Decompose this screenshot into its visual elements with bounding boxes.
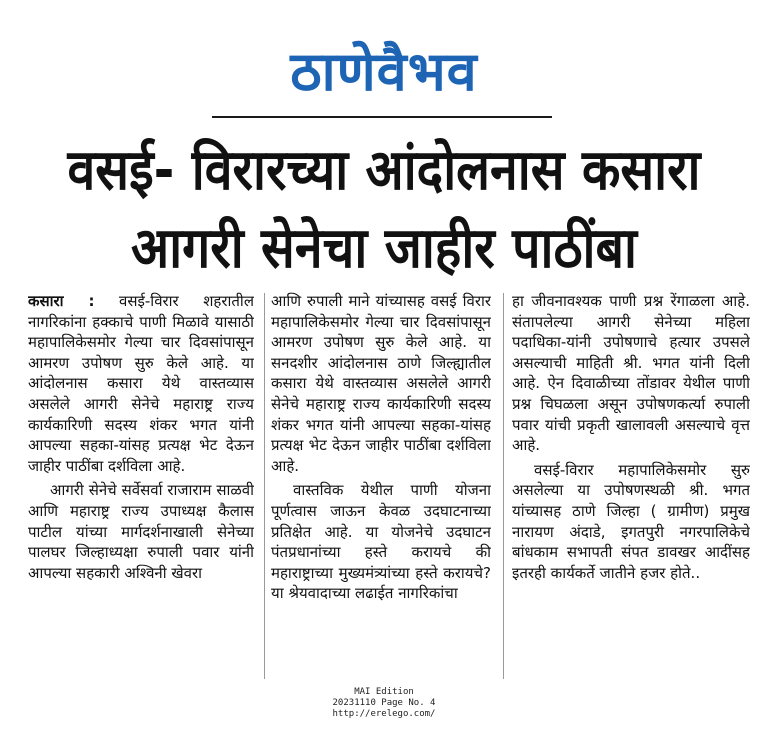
article-column-2 xyxy=(271,291,491,683)
source-url: http://erelego.com/ xyxy=(332,709,436,719)
masthead-divider xyxy=(212,116,552,118)
article-paragraph: वसई-विरार महापालिकेसमोर सुरु असलेल्या या उपोषणस्थळी श्री. भगत यांच्यासह ठाणे जिल्हा ( ग्रामीण) प्रमुख नारायण अंदाडे, इगतपुरी नगरपालिकेचे बांधकाम सभापती संपत डावखर आदींसह इतरही कार्यकर्ते जातीने हजर होते.. xyxy=(512,460,750,582)
article-paragraph: आगरी सेनेचे सर्वेसर्वा राजाराम साळवी आणि महाराष्ट्र राज्य उपाध्यक्ष कैलास पाटील यांच्या मार्गदर्शनाखाली सेनेच्या पालघर जिल्हाध्यक्षा रुपाली पवार यांनी आपल्या सहकारी अश्विनी खेवरा xyxy=(28,481,254,582)
headline-line-2: आगरी सेनेचा जाहीर पाठींबा xyxy=(131,215,637,281)
column-divider xyxy=(264,293,265,679)
edition-label: MAI Edition xyxy=(354,687,414,697)
article-paragraph: वास्तविक येथील पाणी योजना पूर्णत्वास जाऊन केवळ उदघाटनाच्या प्रतिक्षेत आहे. या योजनेचे उदघाटन पंतप्रधानांच्या हस्ते करायचे की महाराष्ट्राच्या मुख्यमंत्र्यांच्या हस्ते करायचे? या श्रेयवादाच्या लढाईत नागरिकांचा xyxy=(271,481,491,603)
article-paragraph xyxy=(28,291,254,476)
column-divider xyxy=(503,293,504,679)
paragraph-text: वसई-विरार शहरातील नागरिकांना हक्काचे पाणी मिळावे यासाठी महापालिकेसमोर गेल्या चार दिवसांपासून आमरण उपोषण सुरु केले आहे. या आंदोलनास कसारा येथे वास्तव्यास असलेले आगरी सेनेचे महाराष्ट्र राज्य कार्यकारिणी सदस्य शंकर भगत यांनी आपल्या सहका-यांसह प्रत्यक्ष भेट देऊन जाहीर पाठींबा दर्शविला आहे. xyxy=(28,292,254,475)
article-paragraph: आणि रुपाली माने यांच्यासह वसई विरार महापालिकेसमोर गेल्या चार दिवसांपासून आमरण उपोषण सुरु केले आहे. या सनदशीर आंदोलनास ठाणे जिल्ह्यातील कसारा येथे वास्तव्यास असलेले आगरी सेनेचे महाराष्ट्र राज्य कार्यकारिणी सदस्य शंकर भगत यांनी आपल्या सहका-यांसह प्रत्यक्ष भेट देऊन जाहीर पाठींबा दर्शविला आहे. xyxy=(271,292,491,475)
article-body xyxy=(28,291,750,683)
edition-footer xyxy=(0,687,768,720)
page-info: 20231110 Page No. 4 xyxy=(332,698,436,708)
article-column-3 xyxy=(512,291,750,683)
masthead-logo: ठाणेवैभव xyxy=(290,40,478,103)
article-paragraph: हा जीवनावश्यक पाणी प्रश्न रेंगाळला आहे. संतापलेल्या आगरी सेनेच्या महिला पदाधिका-यांनी उपोषणाचे हत्यार उपसले असल्याची माहिती श्री. भगत यांनी दिली आहे. ऐन दिवाळीच्या तोंडावर येथील पाणी प्रश्न चिघळला असून उपोषणकर्त्या रुपाली पवार यांची प्रकृती खालावली असल्याचे वृत्त आहे. xyxy=(512,292,750,455)
headline-line-1: वसई- विरारच्या आंदोलनास कसारा xyxy=(67,137,701,203)
dateline: कसारा : xyxy=(28,292,95,310)
article-column-1 xyxy=(28,291,254,683)
